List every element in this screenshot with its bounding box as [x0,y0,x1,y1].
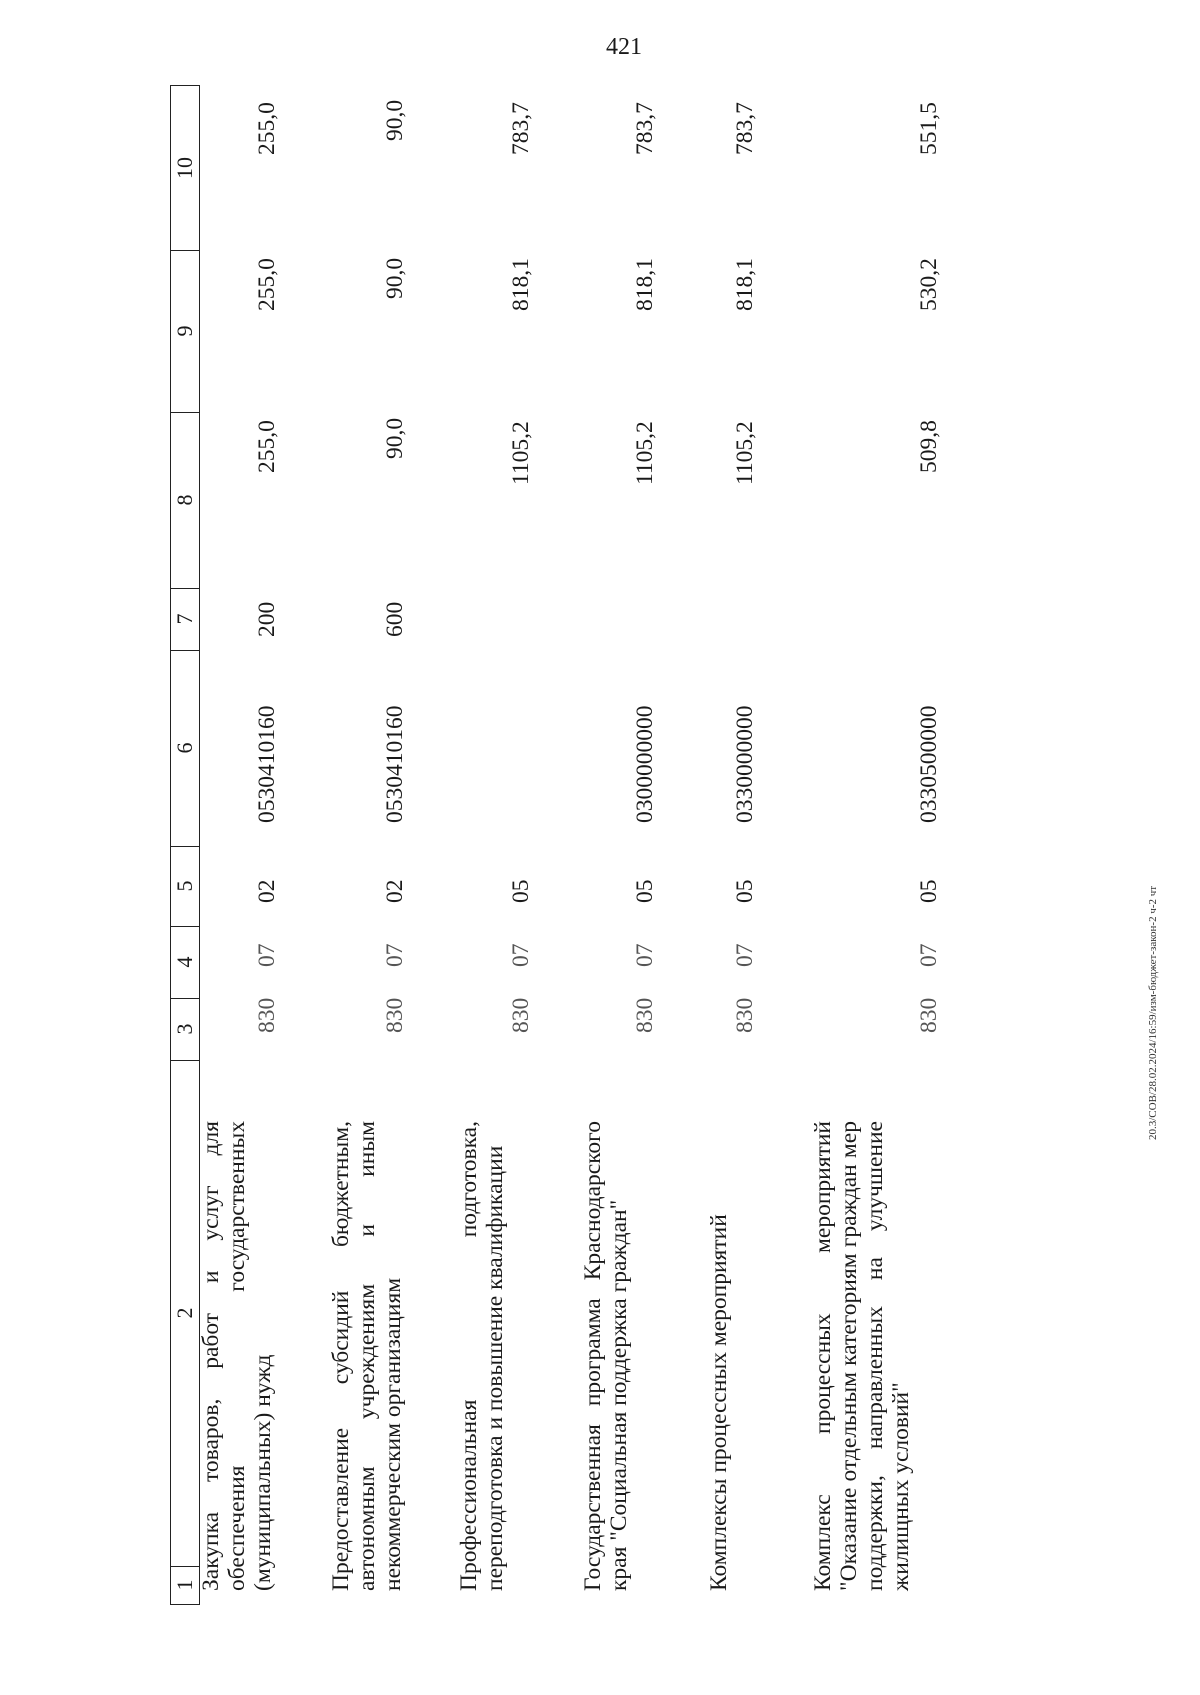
cell-col-3: 830 [254,997,280,1033]
cell-col-7: 600 [382,601,408,637]
header-col-3: 3 [170,998,200,1061]
header-col-1: 1 [170,1566,200,1605]
cell-col-3: 830 [632,997,658,1033]
cell-col-9: 530,2 [916,258,942,311]
cell-col-9: 255,0 [254,258,280,311]
rotated-table [170,85,1050,1605]
cell-col-5: 05 [508,879,534,903]
cell-col-10: 255,0 [254,102,280,155]
page-number: 421 [606,34,642,60]
row-description: Закупка товаров, работ и услуг для обеспечения государственных (муниципальных) нужд [198,1121,276,1591]
cell-col-8: 509,8 [916,420,942,473]
row-description: Государственная программа Краснодарского края "Социальная поддержка граждан" [580,1121,632,1591]
header-col-7: 7 [170,588,200,651]
cell-col-6: 0300000000 [632,705,658,823]
cell-col-5: 02 [382,879,408,903]
cell-col-7: 200 [254,601,280,637]
cell-col-6: 0330500000 [916,705,942,823]
cell-col-4: 07 [732,943,758,967]
header-col-10: 10 [170,85,200,251]
cell-col-8: 255,0 [254,420,280,473]
cell-col-10: 783,7 [632,102,658,155]
cell-col-10: 551,5 [916,102,942,155]
cell-col-9: 818,1 [732,258,758,311]
cell-col-3: 830 [382,997,408,1033]
cell-col-5: 05 [732,879,758,903]
cell-col-3: 830 [508,997,534,1033]
cell-col-9: 90,0 [382,257,408,299]
row-description: Профессиональная подготовка, переподготовка и повышение квалификации [456,1121,508,1591]
header-col-5: 5 [170,846,200,927]
cell-col-9: 818,1 [632,258,658,311]
cell-col-4: 07 [254,943,280,967]
table-header-row [170,85,200,1605]
row-description: Комплекс процессных мероприятий "Оказание отдельным категориям граждан мер поддержки, направленных на улучшение жилищных условий" [810,1121,914,1591]
cell-col-3: 830 [916,997,942,1033]
cell-col-5: 05 [916,879,942,903]
cell-col-4: 07 [632,943,658,967]
document-footer-code: 20.3/СОВ/28.02.2024/16:59/изм-бюджет-закон-2 ч-2 чт [1147,885,1159,1140]
header-col-4: 4 [170,926,200,999]
cell-col-10: 783,7 [508,102,534,155]
cell-col-5: 02 [254,879,280,903]
header-col-6: 6 [170,650,200,847]
cell-col-5: 05 [632,879,658,903]
header-col-2: 2 [170,1060,200,1567]
cell-col-4: 07 [916,943,942,967]
header-col-9: 9 [170,250,200,413]
cell-col-8: 90,0 [382,417,408,459]
cell-col-6: 0330000000 [732,705,758,823]
row-description: Предоставление субсидий бюджетным, автономным учреждениям и иным некоммерческим организациям [328,1121,406,1591]
cell-col-6: 0530410160 [254,705,280,823]
cell-col-10: 90,0 [382,99,408,141]
row-description: Комплексы процессных мероприятий [706,1214,732,1591]
cell-col-3: 830 [732,997,758,1033]
cell-col-8: 1105,2 [732,421,758,485]
cell-col-9: 818,1 [508,258,534,311]
cell-col-6: 0530410160 [382,705,408,823]
cell-col-10: 783,7 [732,102,758,155]
cell-col-8: 1105,2 [508,421,534,485]
cell-col-4: 07 [508,943,534,967]
cell-col-8: 1105,2 [632,421,658,485]
cell-col-4: 07 [382,943,408,967]
header-col-8: 8 [170,412,200,589]
